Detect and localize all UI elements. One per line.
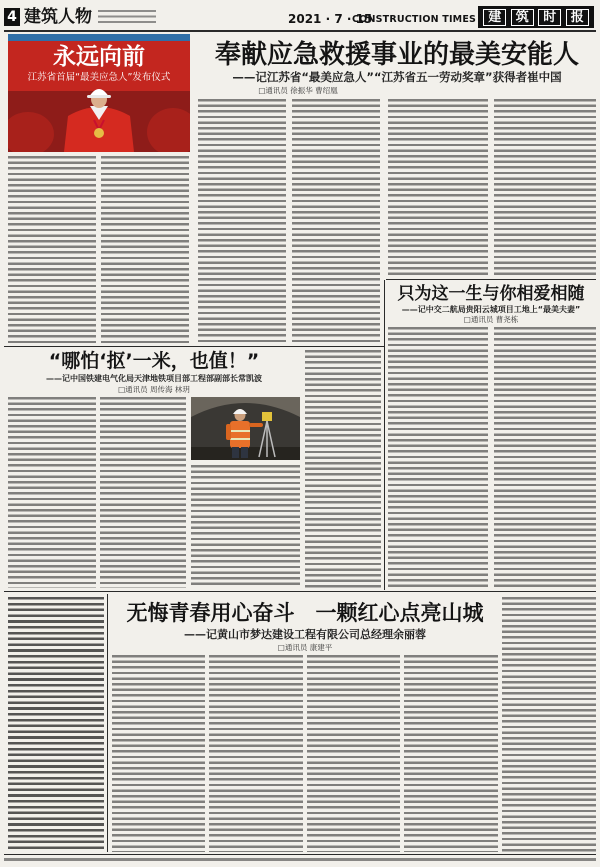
story2-byline: □通讯员 曹尧栋 [463, 315, 519, 324]
paper-logo [478, 6, 594, 28]
story2-headline: 只为这一生与你相爱相随 [397, 284, 585, 304]
body-text-column [307, 655, 400, 852]
logo-char: 筑 [511, 9, 534, 26]
story4-subtitle: ——记黄山市梦达建设工程有限公司总经理余丽蓉 [184, 628, 426, 641]
story3-byline: □通讯员 周传海 林玥 [118, 385, 190, 394]
body-text-column [100, 397, 186, 588]
body-text-column [209, 655, 303, 852]
banner-title: 永远向前 [53, 44, 145, 70]
body-text-column [292, 99, 380, 343]
section-rule [4, 346, 384, 347]
body-text-column [101, 156, 189, 344]
header-rule [4, 30, 596, 32]
section-rule [386, 279, 596, 280]
body-text-column [198, 99, 286, 343]
paper-name-english: CONSTRUCTION TIMES [352, 14, 477, 25]
body-text-column [502, 597, 596, 852]
body-text-column [388, 99, 488, 276]
body-text-column [8, 156, 96, 344]
story4-byline: □通讯员 康建平 [277, 643, 333, 652]
lead-photo [8, 34, 190, 152]
footer-rule [4, 854, 596, 855]
column-rule [107, 594, 108, 852]
page-number: 4 [4, 8, 20, 26]
body-text-column [8, 397, 96, 588]
body-text-column [305, 350, 381, 588]
editor-credits [98, 10, 156, 26]
banner-subtitle: 江苏省首届“最美应急人”发布仪式 [27, 72, 171, 83]
story4-headline: 无悔青春用心奋斗 一颗红心点亮山城 [126, 601, 484, 625]
body-text-column [191, 465, 300, 588]
body-text-column [494, 99, 596, 276]
column-rule [384, 280, 385, 590]
body-text-column [404, 655, 498, 852]
lead-headline: 奉献应急救援事业的最美安能人 [214, 40, 579, 70]
tunnel-worker-photo [191, 397, 300, 460]
lead-subtitle: ——记江苏省“最美应急人”“江苏省五一劳动奖章”获得者崔中国 [232, 70, 562, 84]
story3-headline: “哪怕‘抠’一米，也值！” [48, 350, 260, 372]
section-rule [4, 591, 596, 592]
story3-subtitle: ——记中国铁建电气化局天津地铁项目部工程部副部长常凯波 [46, 374, 262, 383]
stage-top-strip [8, 34, 190, 41]
logo-char: 建 [483, 9, 506, 26]
section-title: 建筑人物 [24, 7, 92, 27]
issue-date: 2021 · 7 · 15 [288, 12, 373, 26]
body-text-column [388, 327, 488, 588]
intro-text-column [8, 597, 104, 852]
logo-char: 时 [538, 9, 561, 26]
footer-imprint [4, 858, 596, 861]
body-text-column [112, 655, 205, 852]
medal-icon [94, 128, 104, 138]
lead-byline: □通讯员 徐振华 曹绍凰 [258, 86, 338, 95]
logo-char: 报 [566, 9, 589, 26]
body-text-column [494, 327, 596, 588]
story2-subtitle: ——记中交二航局贵阳云城项目工地上“最美夫妻” [401, 305, 581, 314]
